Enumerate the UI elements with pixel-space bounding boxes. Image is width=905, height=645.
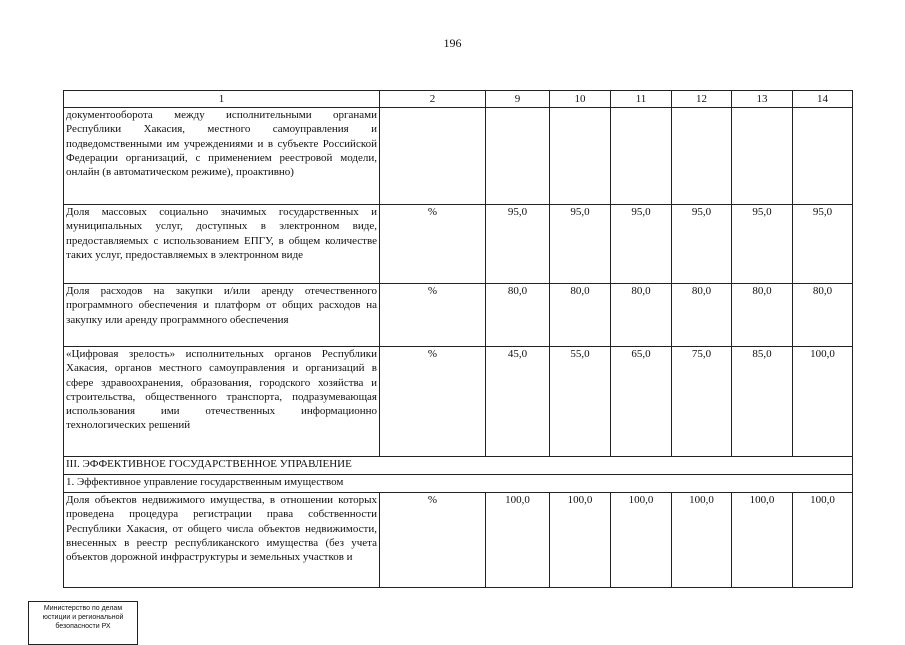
subsection-row <box>64 475 853 493</box>
table-header-row <box>64 91 853 108</box>
value-cell: 95,0 <box>672 205 732 284</box>
unit-cell: % <box>380 347 486 457</box>
value-cell <box>732 108 793 205</box>
unit-cell: % <box>380 205 486 284</box>
value-cell <box>672 108 732 205</box>
table-row <box>64 284 853 347</box>
value-cell: 95,0 <box>486 205 550 284</box>
value-cell <box>550 108 611 205</box>
subsection-heading: 1. Эффективное управление государственным имуществом <box>64 475 853 493</box>
stamp-line: безопасности РХ <box>55 623 111 630</box>
indicator-table <box>63 90 853 588</box>
value-cell: 95,0 <box>550 205 611 284</box>
value-cell: 80,0 <box>611 284 672 347</box>
value-cell: 80,0 <box>486 284 550 347</box>
value-cell: 100,0 <box>793 347 853 457</box>
value-cell: 100,0 <box>486 493 550 588</box>
table-row <box>64 108 853 205</box>
value-cell: 100,0 <box>672 493 732 588</box>
indicator-description: Доля массовых социально значимых государственных и муниципальных услуг, доступных в электронном виде, предоставляемых с использованием ЕПГУ, в общем количестве таких услуг, предоставляемых в электронном виде <box>64 205 380 284</box>
column-header: 9 <box>486 91 550 108</box>
value-cell: 95,0 <box>732 205 793 284</box>
value-cell: 100,0 <box>732 493 793 588</box>
value-cell: 85,0 <box>732 347 793 457</box>
value-cell: 80,0 <box>672 284 732 347</box>
table-row <box>64 205 853 284</box>
value-cell: 80,0 <box>550 284 611 347</box>
indicator-description: Доля объектов недвижимого имущества, в отношении которых проведена процедура регистрации права собственности Республики Хакасия, от общего числа объектов недвижимости, внесенных в реестр республиканского имущества (без учета объектов дорожной инфраструктуры и земельных участков и <box>64 493 380 588</box>
value-cell: 100,0 <box>611 493 672 588</box>
unit-cell: % <box>380 284 486 347</box>
stamp-line: Министерство по делам <box>43 605 123 612</box>
column-header: 13 <box>732 91 793 108</box>
value-cell: 55,0 <box>550 347 611 457</box>
section-heading: III. ЭФФЕКТИВНОЕ ГОСУДАРСТВЕННОЕ УПРАВЛЕНИЕ <box>64 457 853 475</box>
page-number: 196 <box>443 36 462 50</box>
section-row <box>64 457 853 475</box>
value-cell: 100,0 <box>550 493 611 588</box>
column-header: 12 <box>672 91 732 108</box>
indicator-description: документооборота между исполнительными органами Республики Хакасия, местного самоуправления и подведомственными им учреждениями и в субъекте Российской Федерации организаций, с применением реестровой модели, онлайн (в автоматическом режиме), проактивно) <box>64 108 380 205</box>
column-header: 1 <box>64 91 380 108</box>
column-header: 14 <box>793 91 853 108</box>
unit-cell: % <box>380 493 486 588</box>
value-cell <box>486 108 550 205</box>
value-cell: 80,0 <box>793 284 853 347</box>
column-header: 10 <box>550 91 611 108</box>
value-cell <box>793 108 853 205</box>
indicator-description: Доля расходов на закупки и/или аренду отечественного программного обеспечения и платформ от общих расходов на закупку или аренду программного обеспечения <box>64 284 380 347</box>
value-cell: 95,0 <box>611 205 672 284</box>
column-header: 2 <box>380 91 486 108</box>
value-cell: 95,0 <box>793 205 853 284</box>
ministry-stamp <box>28 601 138 645</box>
value-cell <box>611 108 672 205</box>
value-cell: 65,0 <box>611 347 672 457</box>
value-cell: 100,0 <box>793 493 853 588</box>
table-row <box>64 493 853 588</box>
indicator-description: «Цифровая зрелость» исполнительных органов Республики Хакасия, органов местного самоуправления и организаций в сфере здравоохранения, образования, городского хозяйства и строительства, общественного транспорта, подразумевающая использования ими отечественных информационно технологических решений <box>64 347 380 457</box>
table-row <box>64 347 853 457</box>
unit-cell <box>380 108 486 205</box>
value-cell: 75,0 <box>672 347 732 457</box>
column-header: 11 <box>611 91 672 108</box>
stamp-line: юстиции и региональной <box>42 614 124 621</box>
value-cell: 45,0 <box>486 347 550 457</box>
value-cell: 80,0 <box>732 284 793 347</box>
